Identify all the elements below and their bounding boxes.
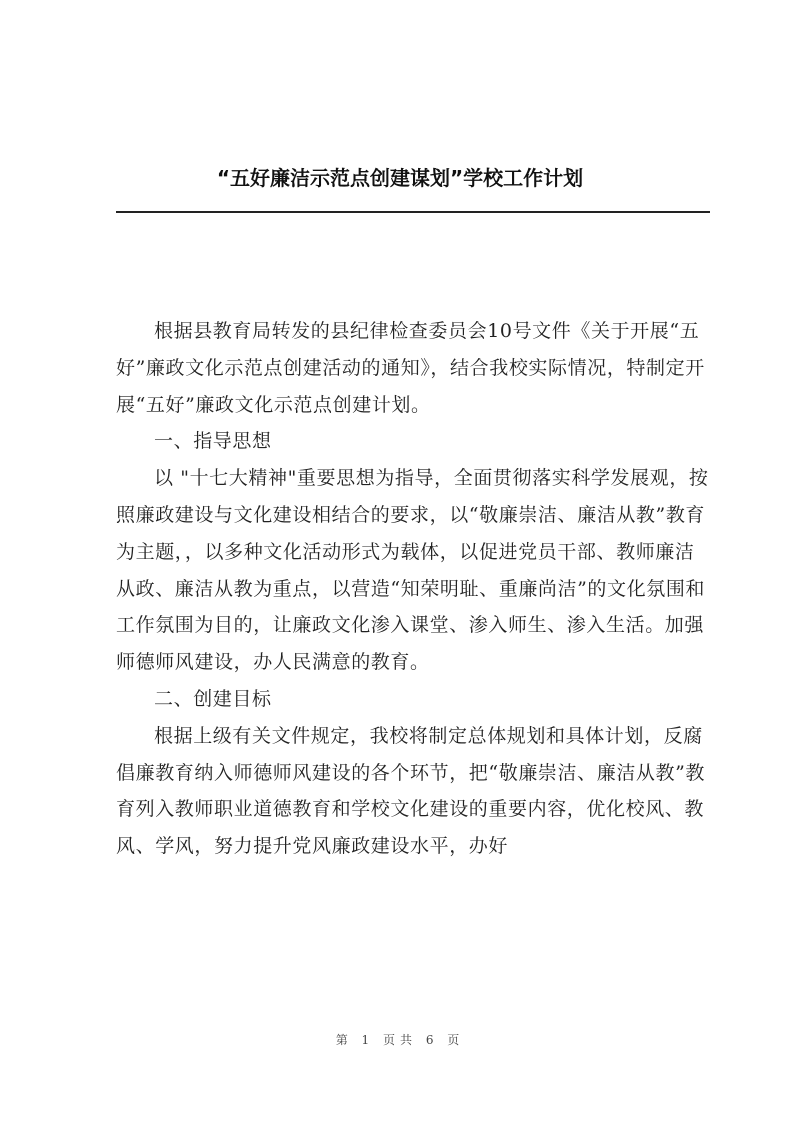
title-underline (116, 211, 710, 213)
page-number-footer: 第 1 页共 6 页 (335, 1033, 465, 1047)
paragraph-intro: 根据县教育局转发的县纪律检查委员会10号文件《关于开展“五好”廉政文化示范点创建活动的通知》，结合我校实际情况，特制定开展“五好”廉政文化示范点创建计划。 (116, 320, 705, 416)
paragraph-creation-goals: 根据上级有关文件规定，我校将制定总体规划和具体计划，反腐倡廉教育纳入师德师风建设的各个环节，把“敬廉崇洁、廉洁从教”教育列入教师职业道德教育和学校文化建设的重要内容，优化校风、教风、学风，努力提升党风廉政建设水平，办好 (116, 724, 706, 858)
page-title: “五好廉洁示范点创建谋划”学校工作计划 (216, 166, 584, 190)
heading-guiding-ideology: 一、指导思想 (154, 430, 272, 453)
heading-creation-goals: 二、创建目标 (154, 687, 272, 710)
document-body (116, 313, 712, 865)
paragraph-guiding-ideology: 以 "十七大精神"重要思想为指导，全面贯彻落实科学发展观，按照廉政建设与文化建设相结合的要求，以“敬廉崇洁、廉洁从教”教育为主题，，以多种文化活动形式为载体，以促进党员干部、教师廉洁从政、廉洁从教为重点，以营造“知荣明耻、重廉尚洁”的文化氛围和工作氛围为目的，让廉政文化渗入课堂、渗入师生、渗入生活。加强师德师风建设，办人民满意的教育。 (116, 467, 709, 674)
